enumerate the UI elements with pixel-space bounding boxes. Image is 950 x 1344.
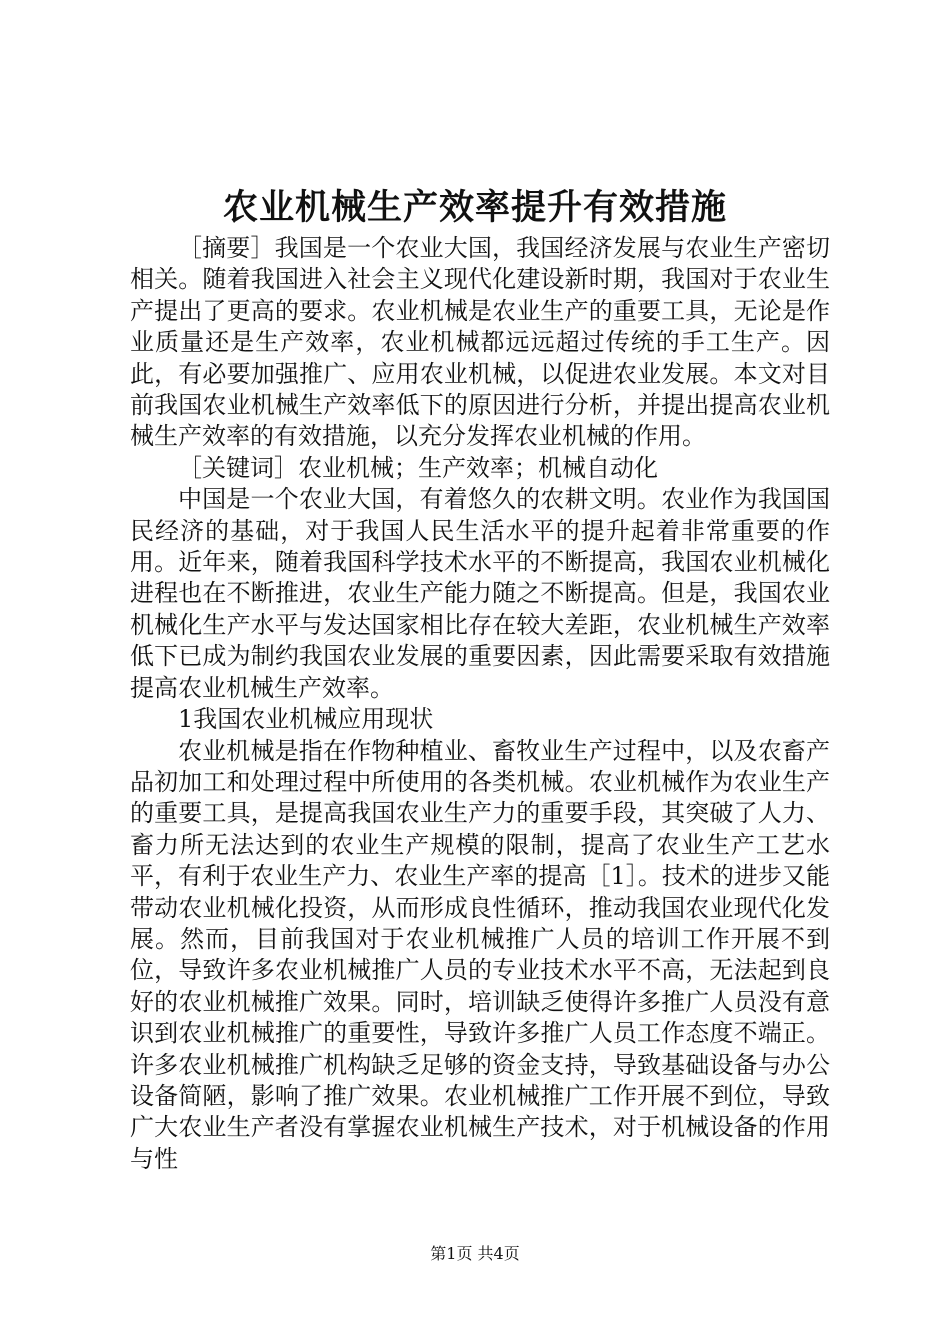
abstract-paragraph: ［摘要］我国是一个农业大国，我国经济发展与农业生产密切相关。随着我国进入社会主义现代化建设新时期，我国对于农业生产提出了更高的要求。农业机械是农业生产的重要工具，无论是作业质量还是生产效率，农业机械都远远超过传统的手工生产。因此，有必要加强推广、应用农业机械，以促进农业发展。本文对目前我国农业机械生产效率低下的原因进行分析，并提出提高农业机械生产效率的有效措施，以充分发挥农业机械的作用。 [130,234,830,451]
page-footer: 第1页 共4页 [430,1244,520,1263]
intro-paragraph: 中国是一个农业大国，有着悠久的农耕文明。农业作为我国国民经济的基础，对于我国人民生活水平的提升起着非常重要的作用。近年来，随着我国科学技术水平的不断提高，我国农业机械化进程也在不断推进，农业生产能力随之不断提高。但是，我国农业机械化生产水平与发达国家相比存在较大差距，农业机械生产效率低下已成为制约我国农业发展的重要因素，因此需要采取有效措施提高农业机械生产效率。 [130,485,830,702]
section-heading: 1我国农业机械应用现状 [178,705,434,734]
keywords-paragraph: ［关键词］农业机械；生产效率；机械自动化 [178,453,658,482]
document-title: 农业机械生产效率提升有效措施 [222,187,727,228]
body-paragraph: 农业机械是指在作物种植业、畜牧业生产过程中，以及农畜产品初加工和处理过程中所使用的各类机械。农业机械作为农业生产的重要工具，是提高我国农业生产力的重要手段，其突破了人力、畜力所无法达到的农业生产规模的限制，提高了农业生产工艺水平，有利于农业生产力、农业生产率的提高［1］。技术的进步又能带动农业机械化投资，从而形成良性循环，推动我国农业现代化发展。然而，目前我国对于农业机械推广人员的培训工作开展不到位，导致许多农业机械推广人员的专业技术水平不高，无法起到良好的农业机械推广效果。同时，培训缺乏使得许多推广人员没有意识到农业机械推广的重要性，导致许多推广人员工作态度不端正。许多农业机械推广机构缺乏足够的资金支持，导致基础设备与办公设备简陋，影响了推广效果。农业机械推广工作开展不到位，导致广大农业生产者没有掌握农业机械生产技术，对于机械设备的作用与性 [130,736,830,1173]
document-body [130,233,830,1175]
